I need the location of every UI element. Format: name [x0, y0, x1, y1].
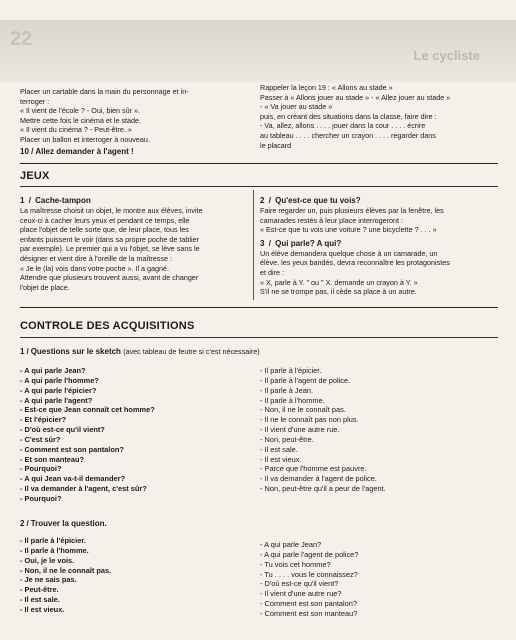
found-question-line: - A qui parle l'agent de police? [260, 549, 359, 559]
statement-line: - Il parle à l'épicier. [20, 536, 86, 545]
text-line: « Il vient du cinéma ? - Peut-être. » [20, 125, 132, 135]
answer-line: - Il parle à l'homme. [260, 395, 325, 405]
item-title: Cache-tampon [35, 196, 91, 205]
item-title: Allez demander à l'agent ! [35, 146, 134, 156]
text-line: Faire regarder un, puis plusieurs élèves par la fenêtre, les [260, 206, 444, 215]
item-number: 2 [260, 196, 265, 205]
answer-line: - Parce que l'homme est pauvre. [260, 464, 367, 474]
item-number: 1 [20, 347, 25, 356]
text-line: désigner et vient dire à l'oreille de la maîtresse : [20, 253, 172, 263]
item-title: Questions sur le sketch [30, 347, 121, 356]
jeux-left-column [20, 195, 252, 292]
text-line: au tableau . . . . chercher un crayon . . . . regarder dans [260, 130, 436, 140]
question-line: - C'est sûr? [20, 434, 61, 444]
found-questions-list [260, 540, 500, 619]
text-line: Placer un cartable dans la main du personnage et in- [20, 87, 189, 96]
page-header [0, 20, 516, 82]
text-line: enfants puissent le voir (dans sa propre poche de tablier [20, 234, 199, 244]
item-separator: / [31, 146, 34, 156]
text-line: place l'objet de telle sorte que, de leur place, tous les [20, 225, 189, 235]
answer-line: - Il parle à l'agent de police. [260, 375, 351, 385]
section-rule [20, 163, 498, 164]
sketch-answers [260, 366, 500, 494]
jeux-item-3-heading [260, 238, 500, 249]
question-line: - A qui Jean va-t-il demander? [20, 474, 125, 484]
question-line: - A qui parle l'homme? [20, 375, 99, 385]
item-separator: / [268, 238, 271, 248]
found-question-line: - Tu . . . . vous le connaissez? [260, 569, 358, 579]
item-separator: / [28, 196, 31, 205]
text-line: « Il vient de l'école ? - Oui, bien sûr ». [20, 106, 141, 116]
statement-line: - Non, il ne le connaît pas. [20, 565, 112, 575]
item-separator: / [268, 196, 271, 205]
text-line: par exemple). Le premier qui a vu l'objet, se lève sans le [20, 244, 200, 254]
controle-sub-2-heading [20, 518, 107, 529]
column-divider [253, 190, 254, 300]
statement-line: - Il est sale. [20, 595, 60, 605]
statement-line: - Je ne sais pas. [20, 575, 77, 585]
text-line: Un élève demandera quelque chose à un camarade, un [260, 248, 438, 258]
text-line: terroger : [20, 96, 50, 106]
question-line: - A qui parle l'agent? [20, 395, 93, 405]
question-line: - Il va demander à l'agent, c'est sûr? [20, 484, 147, 494]
text-line: Rappeler la leçon 19 : « Allons au stade » [260, 83, 393, 92]
item-note: (avec tableau de feutre si c'est nécessaire) [123, 347, 260, 356]
text-line: Mettre cette fois le cinéma et le stade. [20, 115, 142, 125]
statement-line: - Il parle à l'homme. [20, 545, 89, 555]
found-question-line: - Comment est son pantalon? [260, 599, 357, 609]
question-line: - Et son manteau? [20, 454, 85, 464]
answer-line: - Non, peut-être. [260, 434, 314, 444]
item-separator: / [26, 347, 29, 356]
jeux-item-1-heading [20, 195, 252, 206]
section-underline [20, 337, 498, 338]
found-question-line: - Comment est son manteau? [260, 608, 358, 618]
answer-line: - Il vient d'une autre rue. [260, 425, 340, 435]
statement-line: - Oui, je le vois. [20, 555, 75, 565]
item-title: Qu'est-ce que tu vois? [275, 196, 361, 205]
answer-line: - Il parle à l'épicier. [260, 366, 322, 375]
jeux-title: JEUX [20, 170, 50, 182]
answer-line: - Il parle à Jean. [260, 385, 313, 395]
jeux-right-column [260, 195, 500, 297]
answer-line: - Il est sale. [260, 444, 298, 454]
item-title: Trouver la question. [30, 519, 107, 528]
running-title: Le cycliste [413, 48, 480, 63]
question-line: - Pourquoi? [20, 493, 62, 503]
item-separator: / [26, 519, 29, 528]
answer-line: - Non, il ne le connaît pas. [260, 405, 346, 415]
answer-line: - Il ne le connaît pas non plus. [260, 415, 359, 425]
section-rule [20, 307, 498, 308]
text-line: - « Va jouer au stade » [260, 102, 333, 112]
found-question-line: - D'où est-ce qu'il vient? [260, 579, 339, 589]
item-number: 3 [260, 238, 265, 248]
item-10-heading [20, 146, 252, 157]
statements-list [20, 536, 250, 615]
text-line: le placard [260, 140, 292, 150]
statement-line: - Peut-être. [20, 585, 59, 595]
text-line: Placer un ballon et interroger à nouveau. [20, 134, 150, 144]
answer-line: - Non, peut-être qu'il a peur de l'agent. [260, 484, 386, 494]
question-line: - D'où est-ce qu'il vient? [20, 425, 105, 435]
text-line: S'il ne se trompe pas, il cède sa place à un autre. [260, 287, 417, 297]
question-line: - Pourquoi? [20, 464, 62, 474]
found-question-line: - A qui parle Jean? [260, 540, 322, 549]
item-number: 1 [20, 196, 25, 205]
found-question-line: - Il vient d'une autre rue? [260, 589, 342, 599]
page-number: 22 [10, 28, 33, 50]
question-line: - Est-ce que Jean connaît cet homme? [20, 405, 155, 415]
text-line: l'objet de place. [20, 282, 70, 292]
text-line: La maîtresse choisit un objet, le montre aux élèves, invite [20, 206, 203, 215]
text-line: et dire : [260, 267, 284, 277]
answer-line: - Il va demander à l'agent de police. [260, 474, 377, 484]
text-line: « Est-ce que tu vois une voiture ? une bicyclette ? . . . » [260, 225, 437, 235]
found-question-line: - Tu vois cet homme? [260, 559, 331, 569]
top-left-column [20, 87, 252, 157]
item-title: Qui parle? A qui? [275, 238, 342, 248]
controle-title: CONTROLE DES ACQUISITIONS [20, 320, 195, 332]
question-line: - A qui parle Jean? [20, 366, 86, 375]
text-line: « X, parle à Y. " ou " X. demande un crayon à Y. » [260, 277, 418, 287]
question-line: - A qui parle l'épicier? [20, 385, 97, 395]
question-line: - Et l'épicier? [20, 415, 67, 425]
text-line: élève, les yeux bandés, devra reconnaître les protagonistes [260, 258, 450, 268]
top-right-column [260, 83, 500, 150]
question-line: - Comment est son pantalon? [20, 444, 124, 454]
controle-sub-1-heading [20, 346, 260, 357]
item-number: 10 [20, 146, 29, 156]
section-underline [20, 186, 498, 187]
sketch-questions [20, 366, 250, 504]
statement-line: - Il est vieux. [20, 604, 65, 614]
text-line: - Va, allez, allons . . . . jouer dans la cour . . . . écrire [260, 121, 426, 131]
text-line: ceux-ci à cacher leurs yeux et pendant ce temps, elle [20, 215, 190, 225]
text-line: « Je le (la) vois dans votre poche ». Il a gagné. [20, 263, 170, 273]
jeux-item-2-heading [260, 195, 500, 206]
text-line: camarades restés à leur place interrogeront : [260, 215, 404, 225]
text-line: Passer à « Allons jouer au stade » - « Allez jouer au stade » [260, 92, 451, 102]
item-number: 2 [20, 519, 25, 528]
answer-line: - Il est vieux. [260, 454, 302, 464]
text-line: puis, en créant des situations dans la classe, faire dire : [260, 111, 437, 121]
text-line: Attendre que plusieurs trouvent aussi, avant de changer [20, 273, 199, 283]
